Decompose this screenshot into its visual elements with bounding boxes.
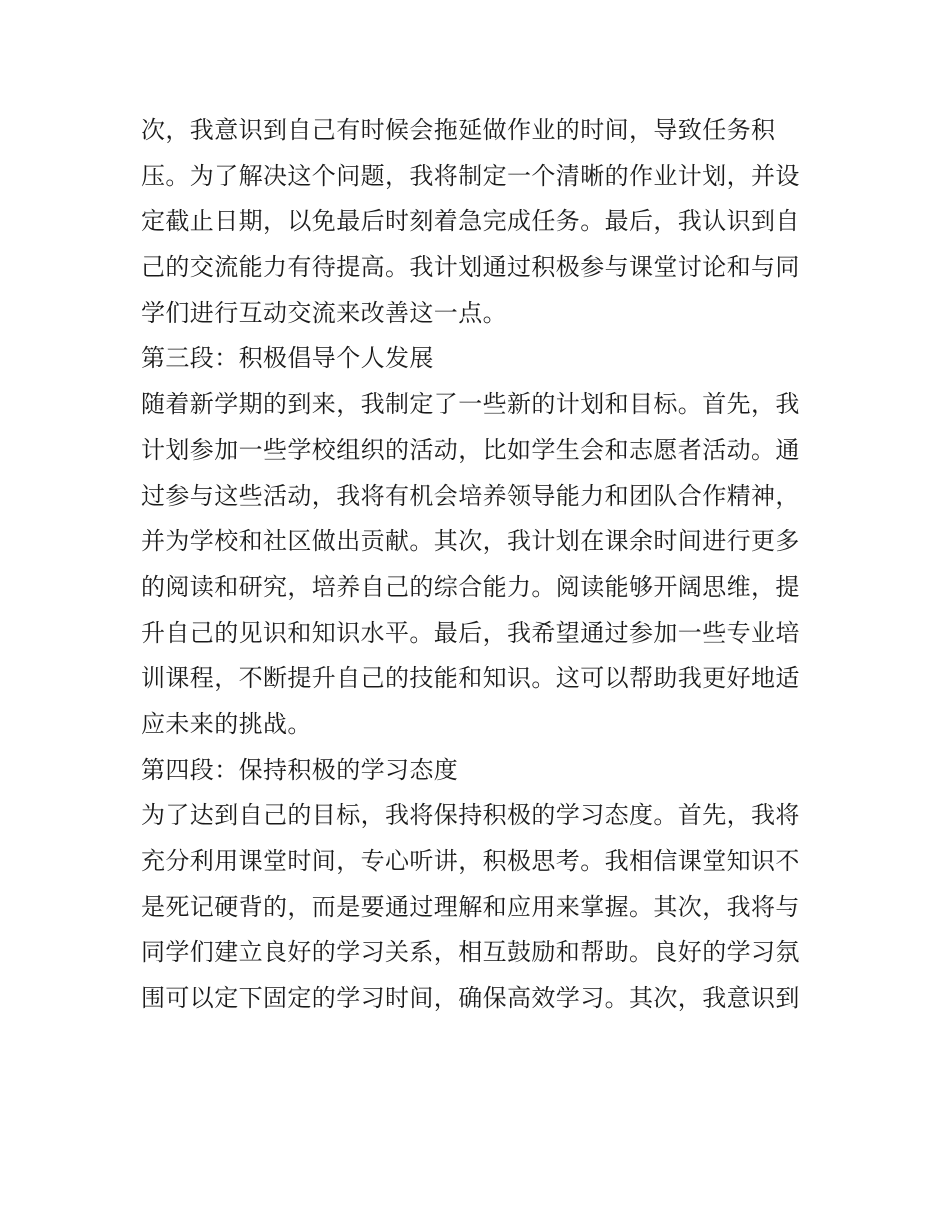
text-line: 学们进行互动交流来改善这一点。 (141, 298, 507, 327)
text-line: 同学们建立良好的学习关系，相互鼓励和帮助。良好的学习氛 (141, 938, 800, 967)
text-line: 定截止日期，以免最后时刻着急完成任务。最后，我认识到自 (141, 207, 800, 236)
section-heading-4: 第四段：保持积极的学习态度 (141, 755, 459, 784)
text-line: 并为学校和社区做出贡献。其次，我计划在课余时间进行更多 (141, 527, 800, 556)
text-line: 围可以定下固定的学习时间，确保高效学习。其次，我意识到 (141, 984, 800, 1013)
text-line: 的阅读和研究，培养自己的综合能力。阅读能够开阔思维，提 (141, 572, 800, 601)
text-line: 为了达到自己的目标，我将保持积极的学习态度。首先，我将 (141, 801, 800, 830)
section-heading-3: 第三段：积极倡导个人发展 (141, 344, 434, 373)
text-line: 是死记硬背的，而是要通过理解和应用来掌握。其次，我将与 (141, 892, 800, 921)
text-line: 压。为了解决这个问题，我将制定一个清晰的作业计划，并设 (141, 161, 800, 190)
text-line: 随着新学期的到来，我制定了一些新的计划和目标。首先，我 (141, 390, 800, 419)
text-line: 计划参加一些学校组织的活动，比如学生会和志愿者活动。通 (141, 435, 800, 464)
text-line: 次，我意识到自己有时候会拖延做作业的时间，导致任务积 (141, 116, 776, 144)
text-line: 应未来的挑战。 (141, 709, 312, 738)
text-line: 训课程，不断提升自己的技能和知识。这可以帮助我更好地适 (141, 664, 800, 693)
text-line: 升自己的见识和知识水平。最后，我希望通过参加一些专业培 (141, 618, 800, 647)
document-body (141, 108, 821, 1022)
text-line: 己的交流能力有待提高。我计划通过积极参与课堂讨论和与同 (141, 253, 800, 282)
text-line: 充分利用课堂时间，专心听讲，积极思考。我相信课堂知识不 (141, 847, 800, 875)
text-line: 过参与这些活动，我将有机会培养领导能力和团队合作精神， (141, 481, 800, 510)
